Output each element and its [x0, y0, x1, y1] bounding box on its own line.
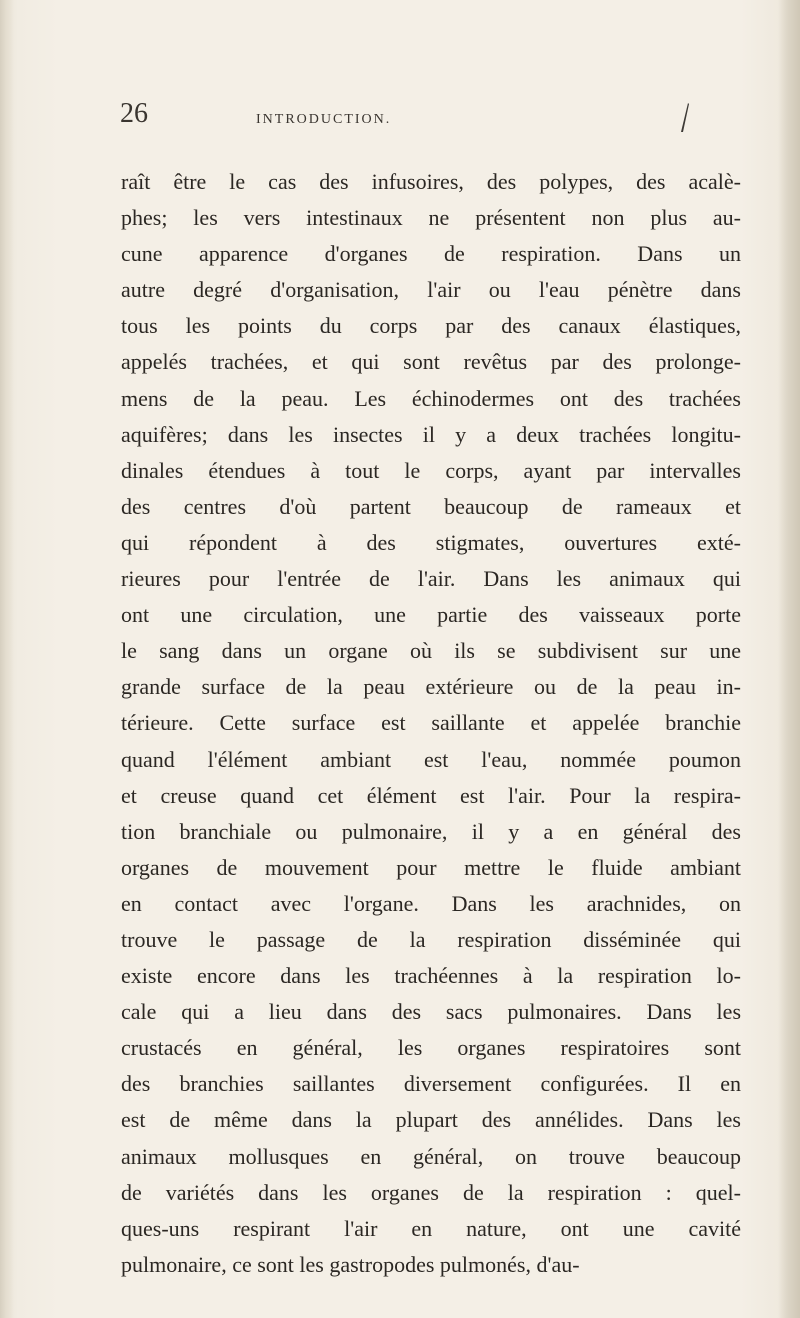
text-line: ont une circulation, une partie des vaisseaux porte [121, 602, 741, 628]
running-head: INTRODUCTION. [256, 112, 392, 127]
text-line: le sang dans un organe où ils se subdivisent sur une [121, 638, 741, 664]
page-header [120, 98, 740, 138]
page-number: 26 [120, 98, 148, 129]
text-line: de variétés dans les organes de la respiration : quel- [121, 1179, 741, 1205]
body-text [121, 164, 741, 1283]
text-line: térieure. Cette surface est saillante et appelée branchie [121, 710, 741, 736]
text-line: ques-uns respirant l'air en nature, ont une cavité [121, 1215, 741, 1241]
text-line: tion branchiale ou pulmonaire, il y a en général des [121, 818, 741, 844]
pen-mark-icon [676, 102, 692, 134]
text-line: est de même dans la plupart des annélides. Dans les [121, 1107, 741, 1133]
text-line: existe encore dans les trachéennes à la respiration lo- [121, 963, 741, 989]
text-line: qui répondent à des stigmates, ouvertures exté- [121, 529, 741, 555]
text-line: mens de la peau. Les échinodermes ont des trachées [121, 385, 741, 411]
text-line: dinales étendues à tout le corps, ayant par intervalles [121, 457, 741, 483]
text-line: aquifères; dans les insectes il y a deux trachées longitu- [121, 421, 741, 447]
page-gutter-shadow [0, 0, 14, 1318]
text-line: et creuse quand cet élément est l'air. Pour la respira- [121, 782, 741, 808]
text-line: phes; les vers intestinaux ne présentent non plus au- [121, 205, 741, 231]
text-line: tous les points du corps par des canaux élastiques, [121, 313, 741, 339]
text-line: en contact avec l'organe. Dans les arachnides, on [121, 890, 741, 916]
text-line: organes de mouvement pour mettre le fluide ambiant [121, 854, 741, 880]
text-line: appelés trachées, et qui sont revêtus par des prolonge- [121, 349, 741, 375]
text-line: autre degré d'organisation, l'air ou l'eau pénètre dans [121, 277, 741, 303]
text-line: cune apparence d'organes de respiration. Dans un [121, 241, 741, 267]
text-line: crustacés en général, les organes respiratoires sont [121, 1035, 741, 1061]
text-line: rieures pour l'entrée de l'air. Dans les animaux qui [121, 566, 741, 592]
text-line: cale qui a lieu dans des sacs pulmonaires. Dans les [121, 999, 741, 1025]
text-line: des branchies saillantes diversement configurées. Il en [121, 1071, 741, 1097]
text-line: des centres d'où partent beaucoup de rameaux et [121, 493, 741, 519]
text-line: pulmonaire, ce sont les gastropodes pulmonés, d'au- [121, 1251, 580, 1277]
text-line: quand l'élément ambiant est l'eau, nommée poumon [121, 746, 741, 772]
text-line: raît être le cas des infusoires, des polypes, des acalè- [121, 169, 741, 194]
text-line: trouve le passage de la respiration disséminée qui [121, 926, 741, 952]
text-line: grande surface de la peau extérieure ou de la peau in- [121, 674, 741, 700]
page-edge-shadow [778, 0, 800, 1318]
text-line: animaux mollusques en général, on trouve beaucoup [121, 1143, 741, 1169]
